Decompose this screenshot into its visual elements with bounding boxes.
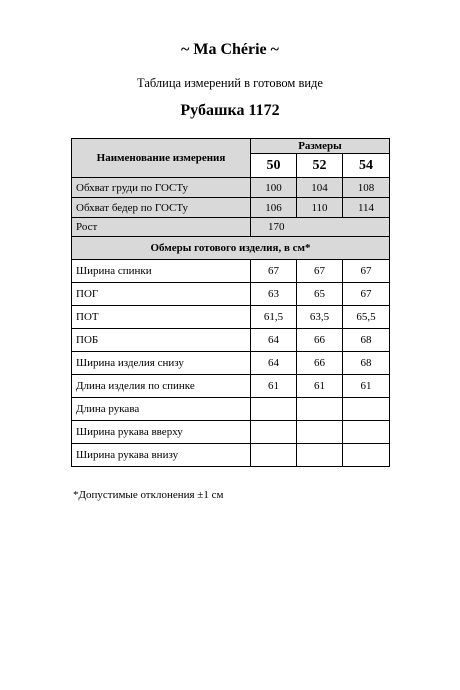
row-value	[251, 398, 297, 421]
row-value: 67	[297, 260, 343, 283]
row-value: 63,5	[297, 306, 343, 329]
row-name: Длина рукава	[72, 398, 251, 421]
row-value: 64	[251, 329, 297, 352]
row-value	[297, 421, 343, 444]
row-name: Ширина изделия снизу	[72, 352, 251, 375]
row-value: 108	[343, 178, 390, 198]
row-name: Ширина рукава вверху	[72, 421, 251, 444]
row-value: 110	[297, 198, 343, 218]
row-value: 106	[251, 198, 297, 218]
row-name: Обхват бедер по ГОСТу	[72, 198, 251, 218]
row-value: 63	[251, 283, 297, 306]
row-value	[343, 444, 390, 467]
table-row	[72, 352, 390, 375]
row-value: 61	[251, 375, 297, 398]
table-row	[72, 444, 390, 467]
row-name: Рост	[72, 218, 251, 237]
row-value: 66	[297, 352, 343, 375]
row-value: 66	[297, 329, 343, 352]
row-name: Ширина спинки	[72, 260, 251, 283]
row-value: 68	[343, 352, 390, 375]
section-row	[72, 237, 390, 260]
row-value	[297, 444, 343, 467]
table-row	[72, 198, 390, 218]
row-value: 67	[251, 260, 297, 283]
row-value: 64	[251, 352, 297, 375]
row-value	[297, 398, 343, 421]
table-row	[72, 421, 390, 444]
table-row	[72, 178, 390, 198]
row-name: ПОБ	[72, 329, 251, 352]
row-value	[251, 444, 297, 467]
row-value	[251, 421, 297, 444]
row-value	[343, 421, 390, 444]
row-value: 104	[297, 178, 343, 198]
row-value: 65,5	[343, 306, 390, 329]
table-row	[72, 260, 390, 283]
section-title: Обмеры готового изделия, в см*	[72, 237, 390, 260]
header-sizes-cell: Размеры	[251, 139, 390, 154]
row-value	[343, 398, 390, 421]
table-row	[72, 306, 390, 329]
row-name: ПОГ	[72, 283, 251, 306]
product-title: Рубашка 1172	[180, 102, 280, 119]
row-value: 114	[343, 198, 390, 218]
row-value: 65	[297, 283, 343, 306]
size-cell: 52	[297, 154, 343, 178]
brand-title: ~ Ma Chérie ~	[181, 41, 279, 58]
row-value: 68	[343, 329, 390, 352]
tolerance-note: *Допустимые отклонения ±1 см	[73, 489, 224, 501]
table-row	[72, 329, 390, 352]
row-value: 100	[251, 178, 297, 198]
height-value: 170	[251, 218, 390, 237]
size-cell: 50	[251, 154, 297, 178]
row-value: 61,5	[251, 306, 297, 329]
table-row	[72, 398, 390, 421]
row-value: 61	[343, 375, 390, 398]
row-value: 61	[297, 375, 343, 398]
row-name: Ширина рукава внизу	[72, 444, 251, 467]
table-row	[72, 375, 390, 398]
row-value: 67	[343, 283, 390, 306]
table-header-row	[72, 139, 390, 154]
measurements-table	[71, 138, 390, 467]
size-cell: 54	[343, 154, 390, 178]
header-name-cell: Наименование измерения	[72, 139, 251, 178]
table-row	[72, 283, 390, 306]
row-name: Длина изделия по спинке	[72, 375, 251, 398]
table-row	[72, 218, 390, 237]
row-value: 67	[343, 260, 390, 283]
page-subtitle: Таблица измерений в готовом виде	[137, 76, 323, 90]
row-name: Обхват груди по ГОСТу	[72, 178, 251, 198]
row-name: ПОТ	[72, 306, 251, 329]
